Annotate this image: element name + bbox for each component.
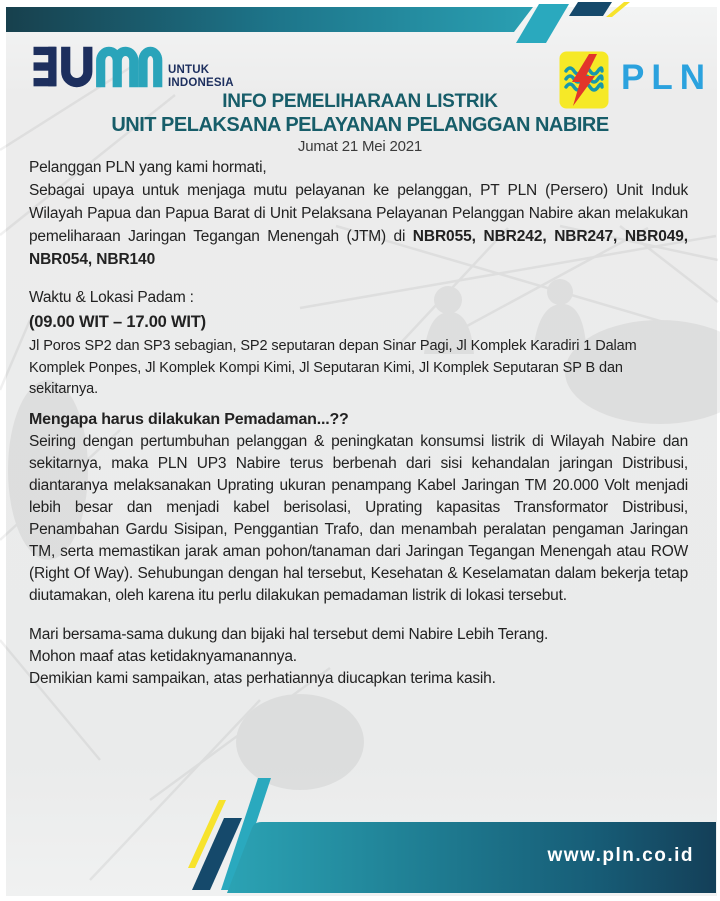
bumn-tagline-line1: UNTUK xyxy=(168,64,210,76)
bumn-tagline-line2: INDONESIA xyxy=(168,77,234,89)
poster-title: INFO PEMELIHARAAN LISTRIK xyxy=(222,91,498,112)
why-paragraph: Seiring dengan pertumbuhan pelanggan & peningkatan konsumsi listrik di Wilayah Nabire dan sekitarnya, maka PLN UP3 Nabire terus berbenah dari sisi kehandalan jaringan Distribusi, diantaranya melaksanakan Uprating ukuran penampang Kabel Jaringan TM 20.000 Volt menjadi lebih besar dan menjadi kabel berisolasi, Uprating kapasitas Transformator Distribusi, Penambahan Gardu Sisipan, Penggantian Trafo, dan menambah peralatan pengaman Jaringan TM, serta memastikan jarak aman pohon/tanaman dari Jaringan Tegangan Menengah atau ROW (Right Of Way). Sehubungan dengan hal tersebut, Kesehatan & Keselamatan dalam bekerja tetap diutamakan, oleh karena itu perlu dilakukan pemadaman listrik di lokasi tersebut. xyxy=(29,432,688,604)
header-teal-band xyxy=(6,7,533,32)
feeder-list: NBR055, NBR242, NBR247, NBR049, NBR054, NBR140 xyxy=(29,228,688,268)
salutation: Pelanggan PLN yang kami hormati, xyxy=(29,159,267,176)
poster-date: Jumat 21 Mei 2021 xyxy=(297,138,423,155)
footer-banner xyxy=(0,770,720,901)
intro-paragraph xyxy=(29,179,688,271)
pln-logo-text: PLN xyxy=(621,58,712,97)
bumn-logo-mark xyxy=(28,44,166,90)
why-heading: Mengapa harus dilakukan Pemadaman...?? xyxy=(29,410,349,428)
closing-block xyxy=(29,624,688,690)
closing-line-3: Demikian kami sampaikan, atas perhatiannya diucapkan terima kasih. xyxy=(29,669,496,687)
header-navy-shard xyxy=(569,2,612,16)
closing-line-2: Mohon maaf atas ketidaknyamanannya. xyxy=(29,647,297,665)
poster-subtitle: UNIT PELAKSANA PELAYANAN PELANGGAN NABIRE xyxy=(111,114,609,136)
announcement-body xyxy=(29,156,688,690)
title-block xyxy=(0,91,720,156)
closing-line-1: Mari bersama-sama dukung dan bijaki hal tersebut demi Nabire Lebih Terang. xyxy=(29,625,549,643)
outage-heading: Waktu & Lokasi Padam : xyxy=(29,289,194,306)
outage-time: (09.00 WIT – 17.00 WIT) xyxy=(29,313,206,331)
outage-locations: Jl Poros SP2 dan SP3 sebagian, SP2 seputaran depan Sinar Pagi, Jl Komplek Karadiri 1 Dalam Komplek Ponpes, Jl Komplek Kompi Kimi, Jl Seputaran Kimi, Jl Komplek Seputaran SP B dan sekitarnya. xyxy=(29,338,637,397)
intro-text: Sebagai upaya untuk menjaga mutu pelayanan ke pelanggan, PT PLN (Persero) Unit Induk Wilayah Papua dan Papua Barat di Unit Pelaksana Pelayanan Pelanggan Nabire akan melakukan pemeliharaan Jaringan Tegangan Menengah (JTM) di xyxy=(29,182,688,245)
website-url: www.pln.co.id xyxy=(547,845,694,866)
